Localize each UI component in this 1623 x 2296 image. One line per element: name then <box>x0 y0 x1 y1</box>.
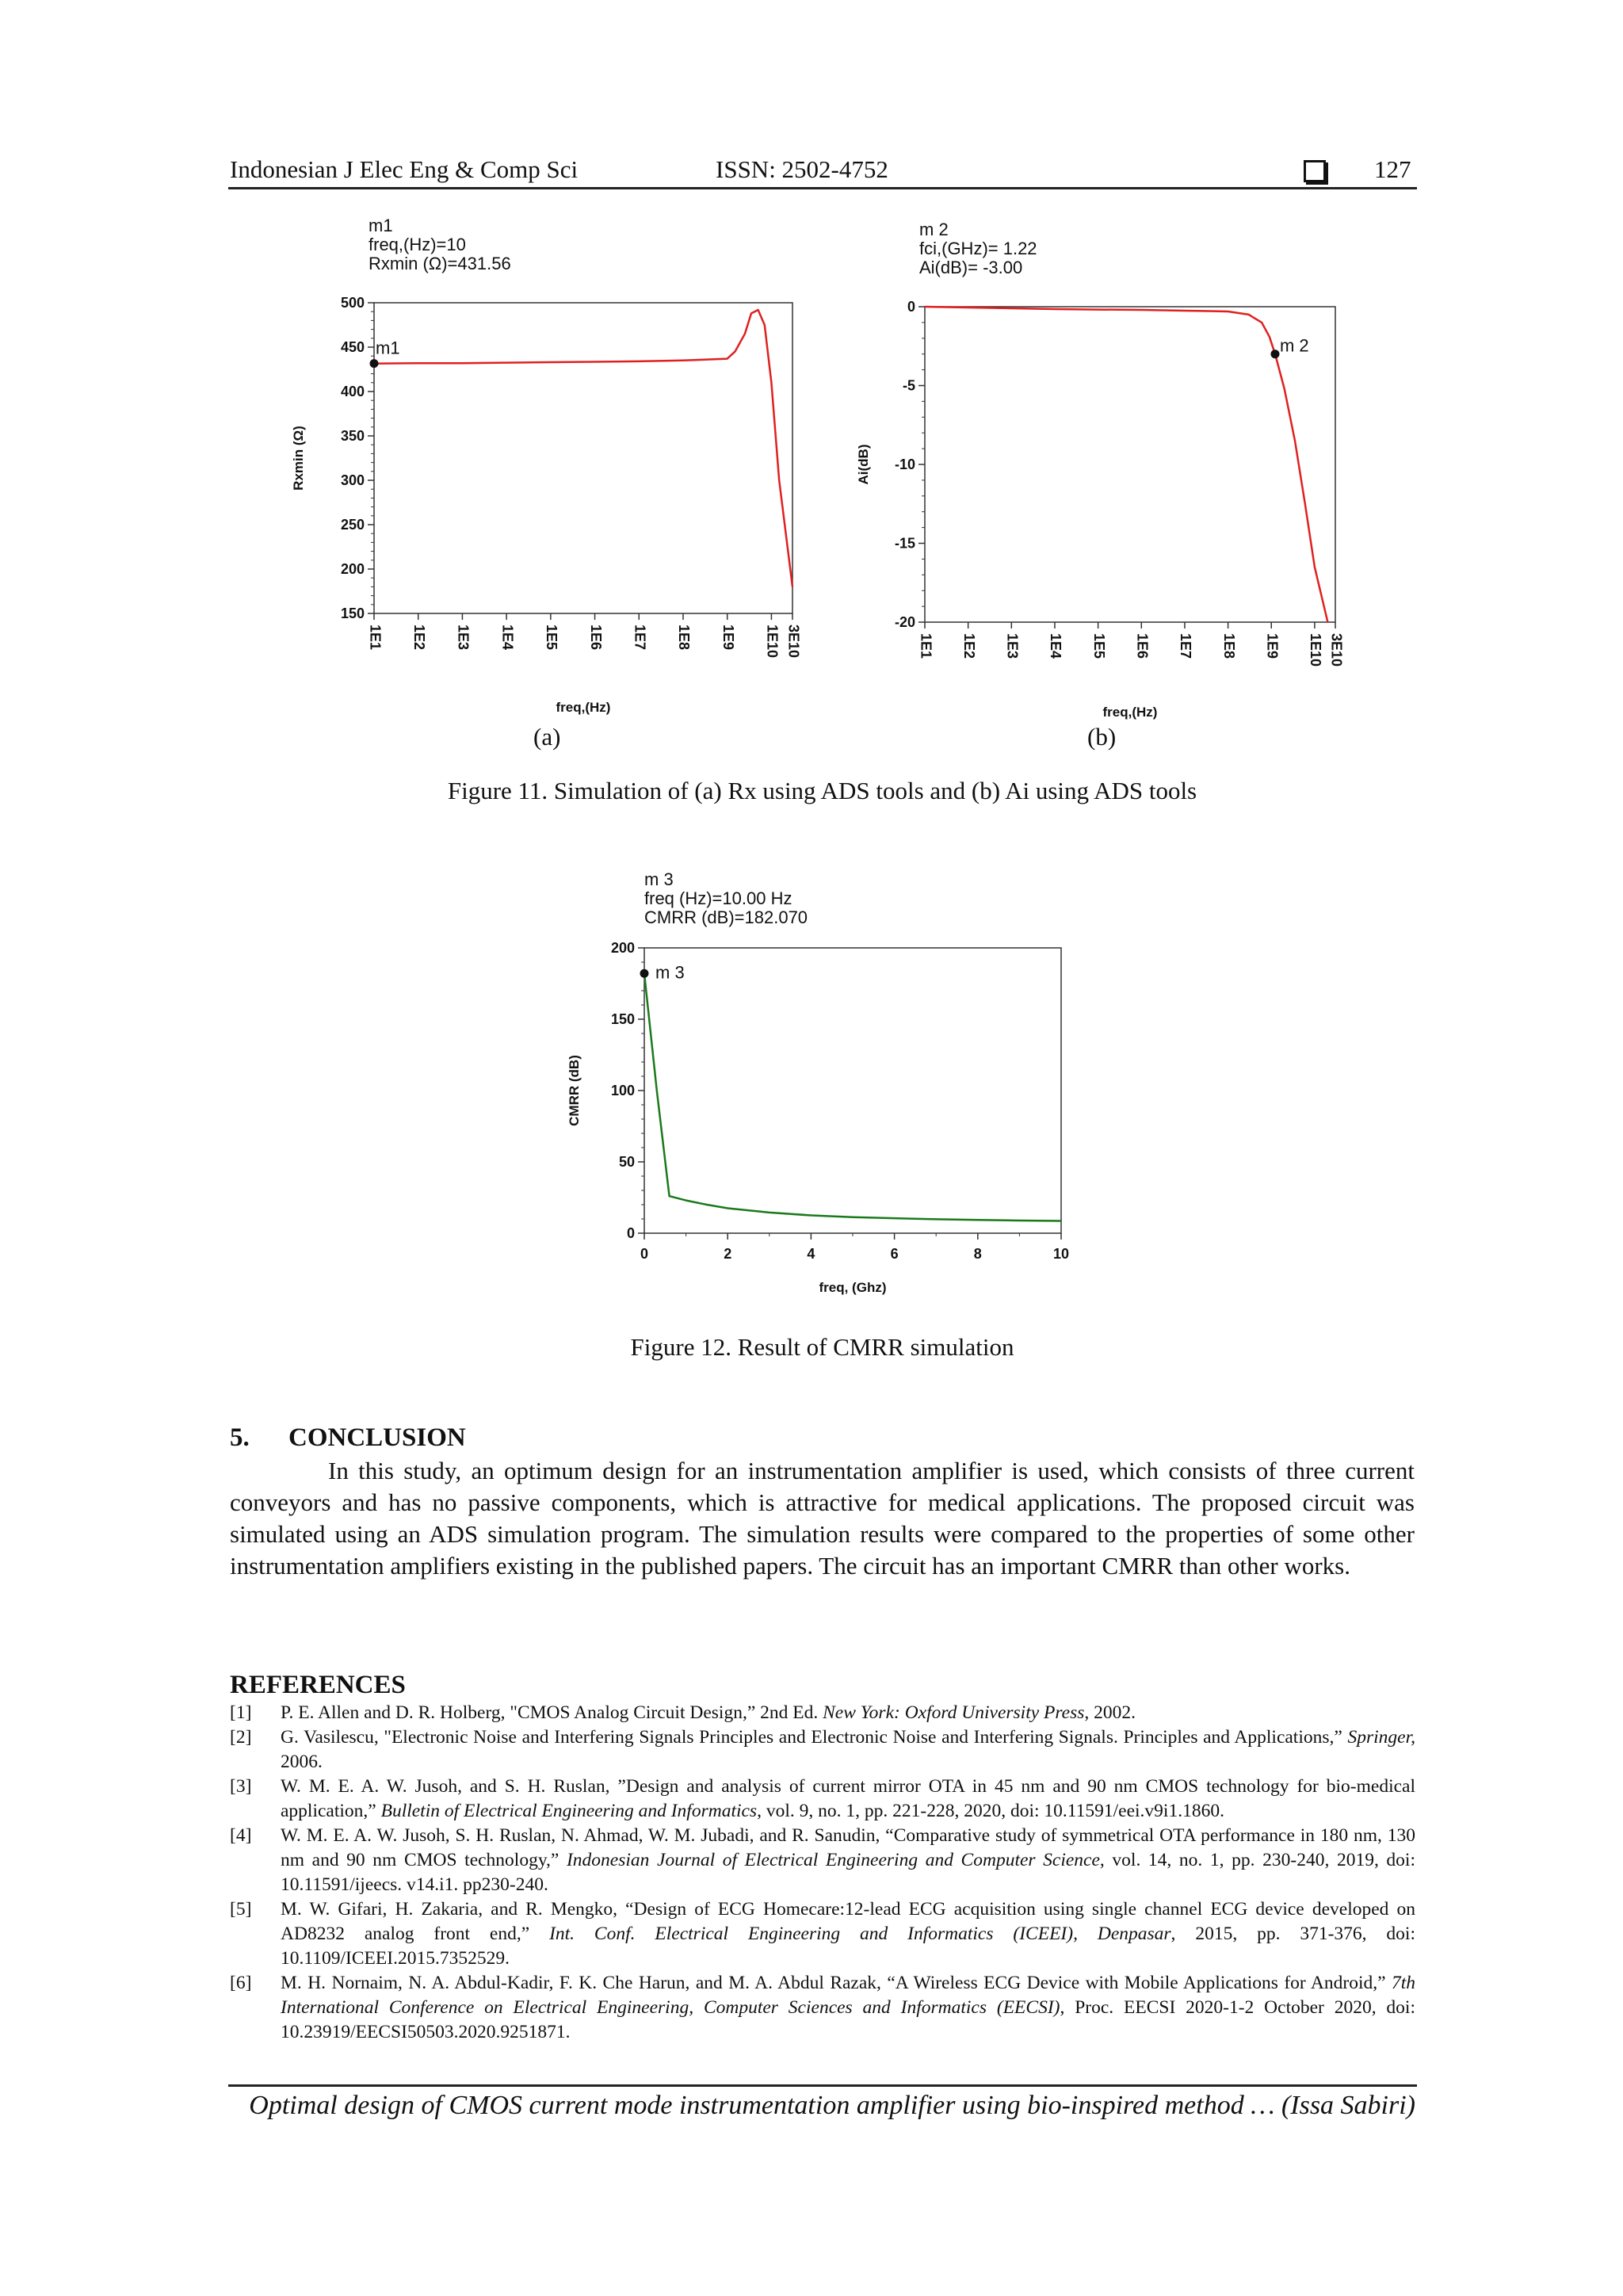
square-box-icon <box>1304 160 1326 182</box>
x-tick-label: 1E10 <box>1308 633 1324 667</box>
marker-label: m 2 <box>1279 335 1309 356</box>
marker-readout-line: freq (Hz)=10.00 Hz <box>644 888 792 908</box>
x-tick-label: 1E8 <box>676 625 693 651</box>
x-tick-label: 1E3 <box>1004 633 1021 659</box>
running-footer: Optimal design of CMOS current mode instrumentation amplifier using bio-inspired method … (Issa Sabiri) <box>249 2091 1415 2120</box>
plot-frame <box>374 303 792 613</box>
journal-name: Indonesian J Elec Eng & Comp Sci <box>230 155 579 183</box>
subcaption-a: (a) <box>533 723 561 751</box>
x-tick-label: 1E1 <box>918 633 934 659</box>
x-tick-label: 0 <box>640 1246 649 1262</box>
x-tick-label: 10 <box>1052 1246 1070 1262</box>
marker-readout-line: Rxmin (Ω)=431.56 <box>369 254 511 273</box>
reference-text: W. M. E. A. W. Jusoh, and S. H. Ruslan, ”Design and analysis of current mirror OTA in 45 nm and 90 nm CMOS technology for bio-medical application,” Bulletin of Electrical Engineering and Informatics, vol. 9, no. 1, pp. 221-228, 2020, doi: 10.11591/eei.v9i1.1860. <box>281 1776 1415 1821</box>
x-axis-label: freq,(Hz) <box>556 700 611 715</box>
x-tick-label: 1E10 <box>764 625 781 659</box>
figure-12-caption: Figure 12. Result of CMRR simulation <box>630 1333 1014 1361</box>
reference-text: G. Vasilescu, "Electronic Noise and Interfering Signals Principles and Electronic Noise and Interfering Signals. Principles and Applications,” Springer, 2006. <box>281 1727 1415 1772</box>
x-tick-label: 1E5 <box>544 625 560 651</box>
y-tick-label: 200 <box>610 940 635 956</box>
x-axis-label: freq,(Hz) <box>1102 705 1158 720</box>
marker-label: m 3 <box>655 962 685 983</box>
y-tick-label: 0 <box>626 1225 635 1241</box>
data-series-line <box>374 310 792 586</box>
data-series-line <box>644 973 1061 1221</box>
x-tick-label: 1E5 <box>1090 633 1107 659</box>
conclusion-number: 5. <box>230 1423 250 1452</box>
marker-point <box>1270 350 1279 358</box>
x-tick-label: 8 <box>973 1246 982 1262</box>
rx-chart <box>285 214 824 729</box>
x-tick-label: 1E6 <box>587 625 604 651</box>
y-axis-label: Ai(dB) <box>856 444 871 485</box>
x-tick-label: 1E6 <box>1134 633 1151 659</box>
y-tick-label: 150 <box>340 606 365 621</box>
references-heading: REFERENCES <box>230 1671 406 1699</box>
y-tick-label: 500 <box>340 295 365 311</box>
y-tick-label: -5 <box>902 377 915 394</box>
reference-text: P. E. Allen and D. R. Holberg, "CMOS Analog Circuit Design,” 2nd Ed. New York: Oxford University Press, 2002. <box>281 1702 1136 1723</box>
marker-readout-line: freq,(Hz)=10 <box>369 235 466 254</box>
reference-number: [4] <box>230 1825 252 1846</box>
reference-number: [2] <box>230 1727 252 1748</box>
y-axis-label: Rxmin (Ω) <box>291 426 306 491</box>
y-tick-label: 350 <box>340 428 365 444</box>
reference-item <box>230 1701 1415 1725</box>
x-tick-label: 1E4 <box>1048 633 1064 659</box>
conclusion-paragraph: In this study, an optimum design for an instrumentation amplifier is used, which consists of three current conveyors and has no passive components, which is attractive for medical applications. The proposed circuit was simulated using an ADS simulation program. The simulation results were compared to the properties of some other instrumentation amplifiers existing in the published papers. The circuit has an important CMRR than other works. <box>230 1457 1415 1580</box>
x-tick-label: 3E10 <box>1328 633 1345 667</box>
x-tick-label: 2 <box>724 1246 732 1262</box>
marker-point <box>370 359 379 368</box>
reference-item <box>230 1775 1415 1824</box>
y-tick-label: -10 <box>894 457 915 472</box>
y-axis-label: CMRR (dB) <box>567 1055 582 1126</box>
y-tick-label: 300 <box>340 472 365 488</box>
marker-readout-line: m 2 <box>919 220 949 239</box>
marker-readout-line: m1 <box>369 216 393 235</box>
reference-text: M. W. Gifari, H. Zakaria, and R. Mengko, “Design of ECG Homecare:12-lead ECG acquisition using single channel ECG device developed on AD8232 analog front end,” Int. Conf. Electrical Engineering and Informatics (ICEEI), Denpasar, 2015, pp. 371-376, doi: 10.1109/ICEEI.2015.7352529. <box>281 1899 1415 1969</box>
figure-11-caption: Figure 11. Simulation of (a) Rx using ADS tools and (b) Ai using ADS tools <box>447 777 1197 804</box>
reference-text: M. H. Nornaim, N. A. Abdul-Kadir, F. K. Che Harun, and M. A. Abdul Razak, “A Wireless ECG Device with Mobile Applications for Android,” 7th International Conference on Electrical Engineering, Computer Sciences and Informatics (EECSI), Proc. EECSI 2020-1-2 October 2020, doi: 10.23919/EECSI50503.2020.9251871. <box>281 1973 1415 2042</box>
reference-item <box>230 1971 1415 2045</box>
x-tick-label: 1E2 <box>411 625 427 651</box>
reference-number: [5] <box>230 1899 252 1920</box>
x-tick-label: 1E2 <box>960 633 977 659</box>
reference-number: [1] <box>230 1702 252 1723</box>
marker-readout-line: Ai(dB)= -3.00 <box>919 258 1023 277</box>
footer-rule <box>228 2084 1417 2087</box>
x-tick-label: 4 <box>807 1246 815 1262</box>
x-tick-label: 1E4 <box>499 625 516 651</box>
y-tick-label: 200 <box>340 561 365 577</box>
y-tick-label: 450 <box>340 339 365 355</box>
marker-point <box>640 969 649 978</box>
conclusion-heading: CONCLUSION <box>288 1423 466 1452</box>
data-series-line <box>925 307 1327 622</box>
reference-item <box>230 1824 1415 1897</box>
cmrr-chart <box>555 864 1094 1308</box>
header-rule <box>228 187 1417 189</box>
marker-readout-line: m 3 <box>644 869 674 889</box>
x-tick-label: 1E7 <box>632 625 648 651</box>
y-tick-label: 250 <box>340 517 365 533</box>
x-tick-label: 1E9 <box>720 625 736 651</box>
ai-chart <box>852 214 1391 729</box>
reference-number: [6] <box>230 1973 252 1993</box>
y-tick-label: 50 <box>618 1154 635 1170</box>
reference-text: W. M. E. A. W. Jusoh, S. H. Ruslan, N. Ahmad, W. M. Jubadi, and R. Sanudin, “Comparative study of symmetrical OTA performance in 180 nm, 130 nm and 90 nm CMOS technology,” Indonesian Journal of Electrical Engineering and Computer Science, vol. 14, no. 1, pp. 230-240, 2019, doi: 10.11591/ijeecs. v14.i1. pp230-240. <box>281 1825 1415 1895</box>
reference-item <box>230 1725 1415 1775</box>
plot-frame <box>644 948 1061 1233</box>
x-tick-label: 1E8 <box>1220 633 1237 659</box>
marker-readout-line: CMRR (dB)=182.070 <box>644 907 808 927</box>
x-axis-label: freq, (Ghz) <box>819 1280 887 1295</box>
x-tick-label: 3E10 <box>785 625 802 659</box>
marker-readout-line: fci,(GHz)= 1.22 <box>919 239 1037 258</box>
y-tick-label: 100 <box>610 1083 635 1098</box>
subcaption-b: (b) <box>1087 723 1117 751</box>
page-number: 127 <box>1374 155 1411 183</box>
reference-item <box>230 1897 1415 1971</box>
x-tick-label: 1E1 <box>367 625 384 651</box>
issn: ISSN: 2502-4752 <box>716 155 888 183</box>
x-tick-label: 1E7 <box>1178 633 1194 659</box>
x-tick-label: 1E3 <box>455 625 472 651</box>
y-tick-label: 400 <box>340 384 365 399</box>
y-tick-label: 150 <box>610 1011 635 1027</box>
y-tick-label: -20 <box>894 614 915 630</box>
y-tick-label: 0 <box>907 299 915 315</box>
references-list <box>230 1701 1415 2045</box>
marker-label: m1 <box>376 338 400 358</box>
y-tick-label: -15 <box>894 535 915 552</box>
x-tick-label: 6 <box>890 1246 899 1262</box>
reference-number: [3] <box>230 1776 252 1797</box>
x-tick-label: 1E9 <box>1264 633 1281 659</box>
